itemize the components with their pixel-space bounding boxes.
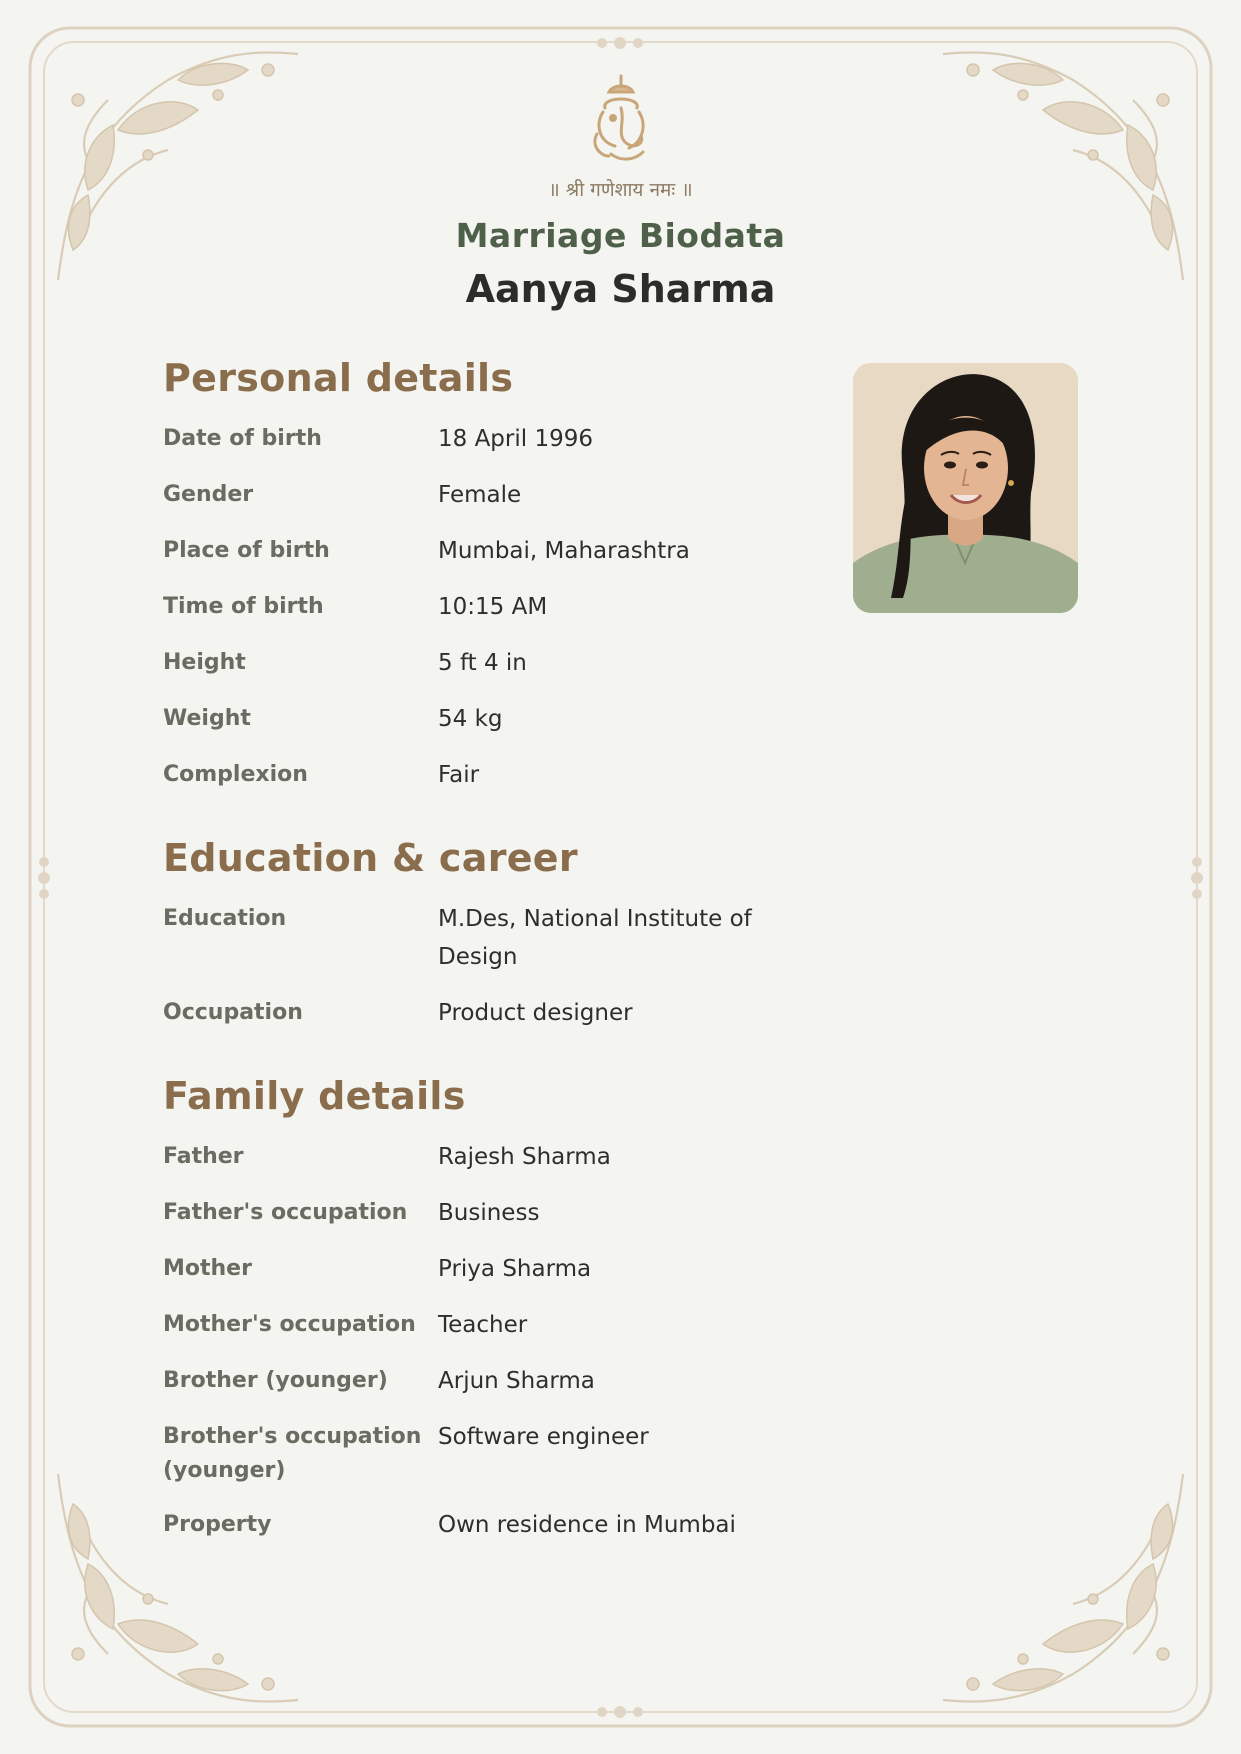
biodata-header (0, 72, 1241, 311)
detail-label: Mother (163, 1256, 252, 1281)
detail-value: Product designer (438, 1000, 633, 1026)
document-title: Marriage Biodata (455, 216, 786, 255)
section-title: Education & career (163, 836, 578, 880)
detail-value: Software engineer (438, 1424, 649, 1450)
section-family (163, 1074, 843, 1544)
person-name: Aanya Sharma (465, 267, 776, 311)
detail-label: Place of birth (163, 538, 330, 563)
detail-row (163, 1420, 843, 1488)
detail-row (163, 996, 843, 1032)
detail-value: Fair (438, 762, 480, 788)
detail-label: Brother's occupation (younger) (163, 1424, 422, 1483)
detail-label: Height (163, 650, 246, 675)
detail-value: Teacher (438, 1312, 528, 1338)
detail-row (163, 478, 843, 514)
detail-row (163, 1252, 843, 1288)
detail-value: Arjun Sharma (438, 1368, 595, 1394)
section-education (163, 836, 843, 1032)
detail-row (163, 1140, 843, 1176)
detail-value: 5 ft 4 in (438, 650, 527, 676)
detail-row (163, 1508, 843, 1544)
detail-row (163, 1308, 843, 1344)
section-personal (163, 356, 843, 794)
detail-row (163, 534, 843, 570)
detail-row (163, 1364, 843, 1400)
detail-label: Brother (younger) (163, 1368, 388, 1393)
detail-value: 54 kg (438, 706, 503, 732)
ganesha-icon (581, 72, 661, 168)
detail-value: Own residence in Mumbai (438, 1512, 736, 1538)
detail-value: Priya Sharma (438, 1256, 592, 1282)
profile-photo (853, 363, 1078, 613)
biodata-content (163, 356, 843, 1586)
detail-value: M.Des, National Institute of Design (438, 906, 752, 970)
floral-corner-ornament (933, 1454, 1193, 1714)
detail-label: Father (163, 1144, 244, 1169)
detail-value: Business (438, 1200, 540, 1226)
detail-label: Weight (163, 706, 251, 731)
section-title: Personal details (163, 356, 514, 400)
section-title: Family details (163, 1074, 466, 1118)
detail-row (163, 646, 843, 682)
detail-value: Rajesh Sharma (438, 1144, 611, 1170)
detail-label: Occupation (163, 1000, 303, 1025)
detail-row (163, 1196, 843, 1232)
detail-value: 18 April 1996 (438, 426, 593, 452)
detail-label: Gender (163, 482, 254, 507)
detail-label: Mother's occupation (163, 1312, 416, 1337)
detail-row (163, 422, 843, 458)
detail-row (163, 702, 843, 738)
detail-value: Female (438, 482, 522, 508)
detail-label: Time of birth (163, 594, 324, 619)
mantra-text: ॥ श्री गणेशाय नमः ॥ (548, 179, 693, 201)
detail-label: Date of birth (163, 426, 322, 451)
detail-label: Property (163, 1512, 272, 1537)
detail-value: Mumbai, Maharashtra (438, 538, 690, 564)
detail-row (163, 758, 843, 794)
detail-label: Father's occupation (163, 1200, 408, 1225)
detail-row (163, 902, 843, 976)
detail-row (163, 590, 843, 626)
detail-label: Complexion (163, 762, 308, 787)
detail-value: 10:15 AM (438, 594, 548, 620)
detail-label: Education (163, 906, 287, 931)
